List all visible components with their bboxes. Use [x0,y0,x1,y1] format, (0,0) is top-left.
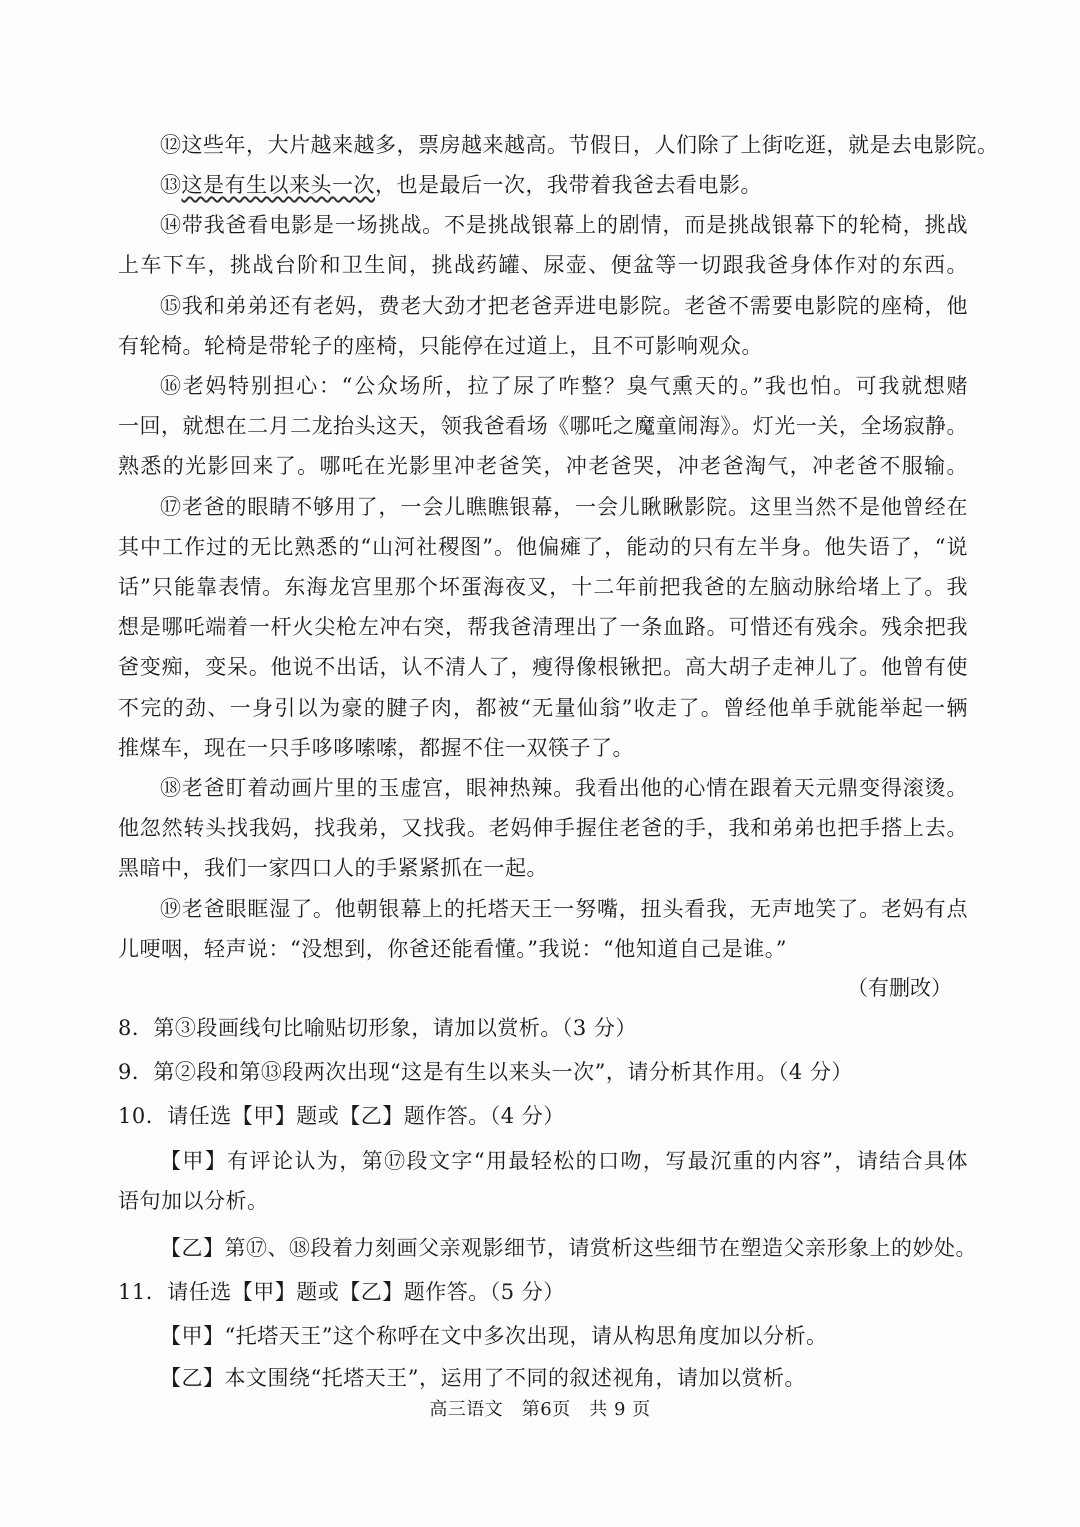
paragraph-17-line: 话”只能靠表情。东海龙宫里那个坏蛋海夜叉，十二年前把我爸的左脑动脉给堵上了。我 [118,575,968,599]
question-9: 9．第②段和第⑬段两次出现“这是有生以来头一次”，请分析其作用。（4 分） [118,1060,853,1084]
paragraph-14-line: 上车下车，挑战台阶和卫生间，挑战药罐、尿壶、便盆等一切跟我爸身体作对的东西。 [118,253,968,277]
question-10-stem: 10．请任选【甲】题或【乙】题作答。（4 分） [118,1104,565,1128]
question-11-option-yi: 【乙】本文围绕“托塔天王”，运用了不同的叙述视角，请加以赏析。 [160,1366,806,1390]
paragraph-19-line: 儿哽咽，轻声说：“没想到，你爸还能看懂。”我说：“他知道自己是谁。” [118,937,787,961]
paragraph-17-line: 其中工作过的无比熟悉的“山河社稷图”。他偏瘫了，能动的只有左半身。他失语了，“说 [118,535,968,559]
paragraph-17-line: 不完的劲、一身引以为豪的腱子肉，都被“无量仙翁”收走了。曾经他单手就能举起一辆 [118,696,968,720]
paragraph-16-line: 熟悉的光影回来了。哪吒在光影里冲老爸笑，冲老爸哭，冲老爸淘气，冲老爸不服输。 [118,454,968,478]
page-footer: 高三语文 第6页 共 9 页 [429,1399,651,1420]
paragraph-13-rest: ，也是最后一次，我带着我爸去看电影。 [375,173,762,197]
paragraph-17-line: 爸变痴，变呆。他说不出话，认不清人了，瘦得像根锹把。高大胡子走神儿了。他曾有使 [118,655,968,679]
paragraph-13 [160,165,968,205]
question-10-option-yi: 【乙】第⑰、⑱段着力刻画父亲观影细节，请赏析这些细节在塑造父亲形象上的妙处。 [160,1236,977,1260]
source-note: （有删改） [847,976,952,1000]
paragraph-15-line: ⑮我和弟弟还有老妈，费老大劲才把老爸弄进电影院。老爸不需要电影院的座椅，他 [160,294,968,318]
paragraph-marker: ⑬ [160,173,182,197]
paragraph-12-line: ⑫这些年，大片越来越多，票房越来越高。节假日，人们除了上街吃逛，就是去电影院。 [160,133,999,157]
paragraph-17-line: ⑰老爸的眼睛不够用了，一会儿瞧瞧银幕，一会儿瞅瞅影院。这里当然不是他曾经在 [160,495,968,519]
underlined-sentence: 这是有生以来头一次 [181,173,375,197]
paragraph-17-line: 想是哪吒端着一杆火尖枪左冲右突，帮我爸清理出了一条血路。可惜还有残余。残余把我 [118,615,968,639]
question-10-option-jia-cont: 语句加以分析。 [118,1189,269,1213]
paragraph-15-line: 有轮椅。轮椅是带轮子的座椅，只能停在过道上，且不可影响观众。 [118,334,763,358]
question-11-stem: 11．请任选【甲】题或【乙】题作答。（5 分） [118,1280,565,1304]
paragraph-16-line: 一回，就想在二月二龙抬头这天，领我爸看场《哪吒之魔童闹海》。灯光一关，全场寂静。 [118,414,968,438]
question-11-option-jia: 【甲】“托塔天王”这个称呼在文中多次出现，请从构思角度加以分析。 [160,1324,828,1348]
question-10-option-jia: 【甲】有评论认为，第⑰段文字“用最轻松的口吻，写最沉重的内容”，请结合具体 [160,1149,968,1173]
paragraph-18-line: 黑暗中，我们一家四口人的手紧紧抓在一起。 [118,856,548,880]
paragraph-18-line: 他忽然转头找我妈，找我弟，又找我。老妈伸手握住老爸的手，我和弟弟也把手搭上去。 [118,816,968,840]
question-8: 8．第③段画线句比喻贴切形象，请加以赏析。（3 分） [118,1016,637,1040]
paragraph-18-line: ⑱老爸盯着动画片里的玉虚宫，眼神热辣。我看出他的心情在跟着天元鼎变得滚烫。 [160,776,968,800]
paragraph-17-line: 推煤车，现在一只手哆哆嗦嗦，都握不住一双筷子了。 [118,736,634,760]
paragraph-16-line: ⑯老妈特别担心：“公众场所，拉了尿了咋整？臭气熏天的。”我也怕。可我就想赌 [160,374,968,398]
paragraph-19-line: ⑲老爸眼眶湿了。他朝银幕上的托塔天王一努嘴，扭头看我，无声地笑了。老妈有点 [160,897,968,921]
paragraph-14-line: ⑭带我爸看电影是一场挑战。不是挑战银幕上的剧情，而是挑战银幕下的轮椅，挑战 [160,213,968,237]
